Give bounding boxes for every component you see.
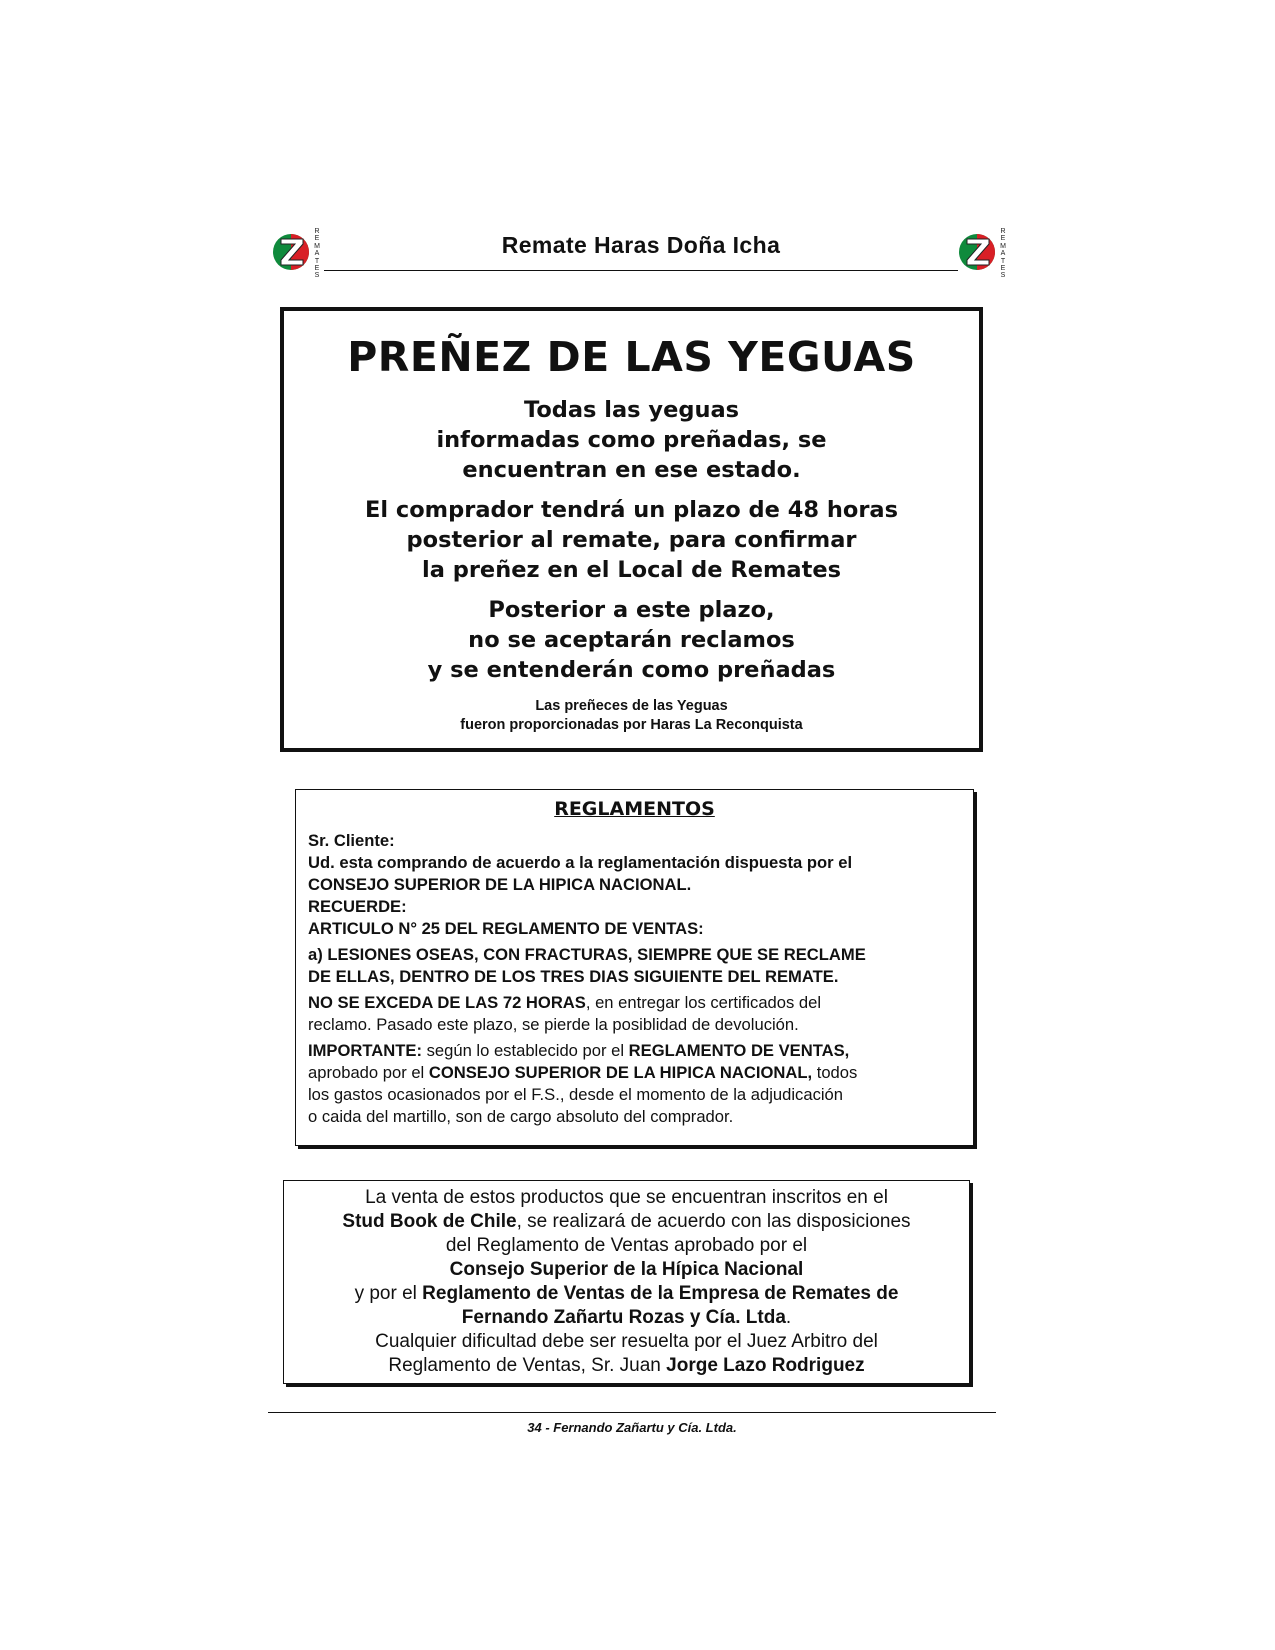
sale-conditions-box xyxy=(283,1180,970,1384)
text-line: del Reglamento de Ventas aprobado por el xyxy=(445,1235,808,1256)
text-line: El comprador tendrá un plazo de 48 horas xyxy=(364,497,899,523)
text-line: informadas como preñadas, se xyxy=(436,427,827,453)
important-line xyxy=(308,1062,961,1084)
important-line xyxy=(308,1040,961,1062)
article-heading: ARTICULO N° 25 DEL REGLAMENTO DE VENTAS: xyxy=(308,919,704,938)
important-label: IMPORTANTE: xyxy=(308,1041,422,1060)
text-line xyxy=(284,1354,969,1378)
text-line: Todas las yeguas xyxy=(523,397,740,423)
zf-emblem-icon xyxy=(958,230,998,272)
pregnancy-title: PREÑEZ DE LAS YEGUAS xyxy=(347,333,916,381)
header-divider xyxy=(324,270,958,271)
greeting: Sr. Cliente: xyxy=(308,831,395,850)
pregnancy-notice-box xyxy=(280,307,983,752)
text-line xyxy=(284,1258,969,1282)
page-header xyxy=(272,228,1010,280)
pregnancy-paragraph-1 xyxy=(284,395,979,485)
pregnancy-paragraph-2 xyxy=(284,495,979,585)
footer-divider xyxy=(268,1412,996,1413)
pregnancy-source-note xyxy=(284,697,979,735)
regulations-box xyxy=(295,789,974,1146)
text-line: encuentran en ese estado. xyxy=(462,457,801,483)
deadline-rest: , en entregar los certificados del xyxy=(585,993,822,1012)
company-logo xyxy=(958,228,1010,280)
text-line: fueron proporcionadas por Haras La Reconquista xyxy=(460,717,803,733)
important-bold: REGLAMENTO DE VENTAS, xyxy=(628,1041,850,1060)
intro-line: CONSEJO SUPERIOR DE LA HIPICA NACIONAL. xyxy=(308,875,692,894)
item-a-line: DE ELLAS, DENTRO DE LOS TRES DIAS SIGUIENTE DEL REMATE. xyxy=(308,967,839,986)
plain-text: Reglamento de Ventas, Sr. Juan xyxy=(388,1355,667,1376)
important-line: los gastos ocasionados por el F.S., desde el momento de la adjudicación xyxy=(308,1085,844,1104)
bold-text: Fernando Zañartu Rozas y Cía. Ltda xyxy=(461,1307,786,1328)
plain-text: , se realizará de acuerdo con las disposiciones xyxy=(516,1211,911,1232)
important-text: aprobado por el xyxy=(308,1063,429,1082)
text-line: posterior al remate, para confirmar xyxy=(406,527,857,553)
plain-text: . xyxy=(785,1307,792,1328)
text-line: la preñez en el Local de Remates xyxy=(422,557,841,583)
important-line: o caida del martillo, son de cargo absoluto del comprador. xyxy=(308,1107,734,1126)
important-bold: CONSEJO SUPERIOR DE LA HIPICA NACIONAL, xyxy=(428,1063,813,1082)
text-line xyxy=(284,1210,969,1234)
pregnancy-paragraph-3 xyxy=(284,595,979,685)
deadline-line xyxy=(308,992,961,1014)
bold-text: Reglamento de Ventas de la Empresa de Remates de xyxy=(422,1283,899,1304)
page-title: Remate Haras Doña Icha xyxy=(501,232,781,258)
regulations-title: REGLAMENTOS xyxy=(554,798,715,820)
deadline-bold: NO SE EXCEDA DE LAS 72 HORAS xyxy=(308,993,586,1012)
plain-text: y por el xyxy=(354,1283,423,1304)
important-text: según lo establecido por el xyxy=(422,1041,629,1060)
deadline-line: reclamo. Pasado este plazo, se pierde la posiblidad de devolución. xyxy=(308,1015,799,1034)
remember-label: RECUERDE: xyxy=(308,897,407,916)
bold-text: Stud Book de Chile xyxy=(342,1211,517,1232)
logo-vertical-text: R E M A T E S xyxy=(314,228,320,280)
bold-text: Jorge Lazo Rodriguez xyxy=(666,1355,865,1376)
item-a-line: a) LESIONES OSEAS, CON FRACTURAS, SIEMPRE QUE SE RECLAME xyxy=(308,945,866,964)
text-line: y se entenderán como preñadas xyxy=(427,657,836,683)
bold-text: Consejo Superior de la Hípica Nacional xyxy=(449,1259,804,1280)
text-line: Cualquier dificultad debe ser resuelta por el Juez Arbitro del xyxy=(375,1331,878,1352)
text-line: La venta de estos productos que se encuentran inscritos en el xyxy=(365,1187,888,1208)
text-line: no se aceptarán reclamos xyxy=(468,627,795,653)
text-line xyxy=(284,1306,969,1330)
text-line: Posterior a este plazo, xyxy=(488,597,775,623)
important-text: todos xyxy=(812,1063,858,1082)
logo-vertical-text: R E M A T E S xyxy=(1000,228,1006,280)
text-line: Las preñeces de las Yeguas xyxy=(535,698,728,714)
intro-line: Ud. esta comprando de acuerdo a la reglamentación dispuesta por el xyxy=(308,853,853,872)
text-line xyxy=(284,1282,969,1306)
page-footer: 34 - Fernando Zañartu y Cía. Ltda. xyxy=(527,1420,737,1435)
